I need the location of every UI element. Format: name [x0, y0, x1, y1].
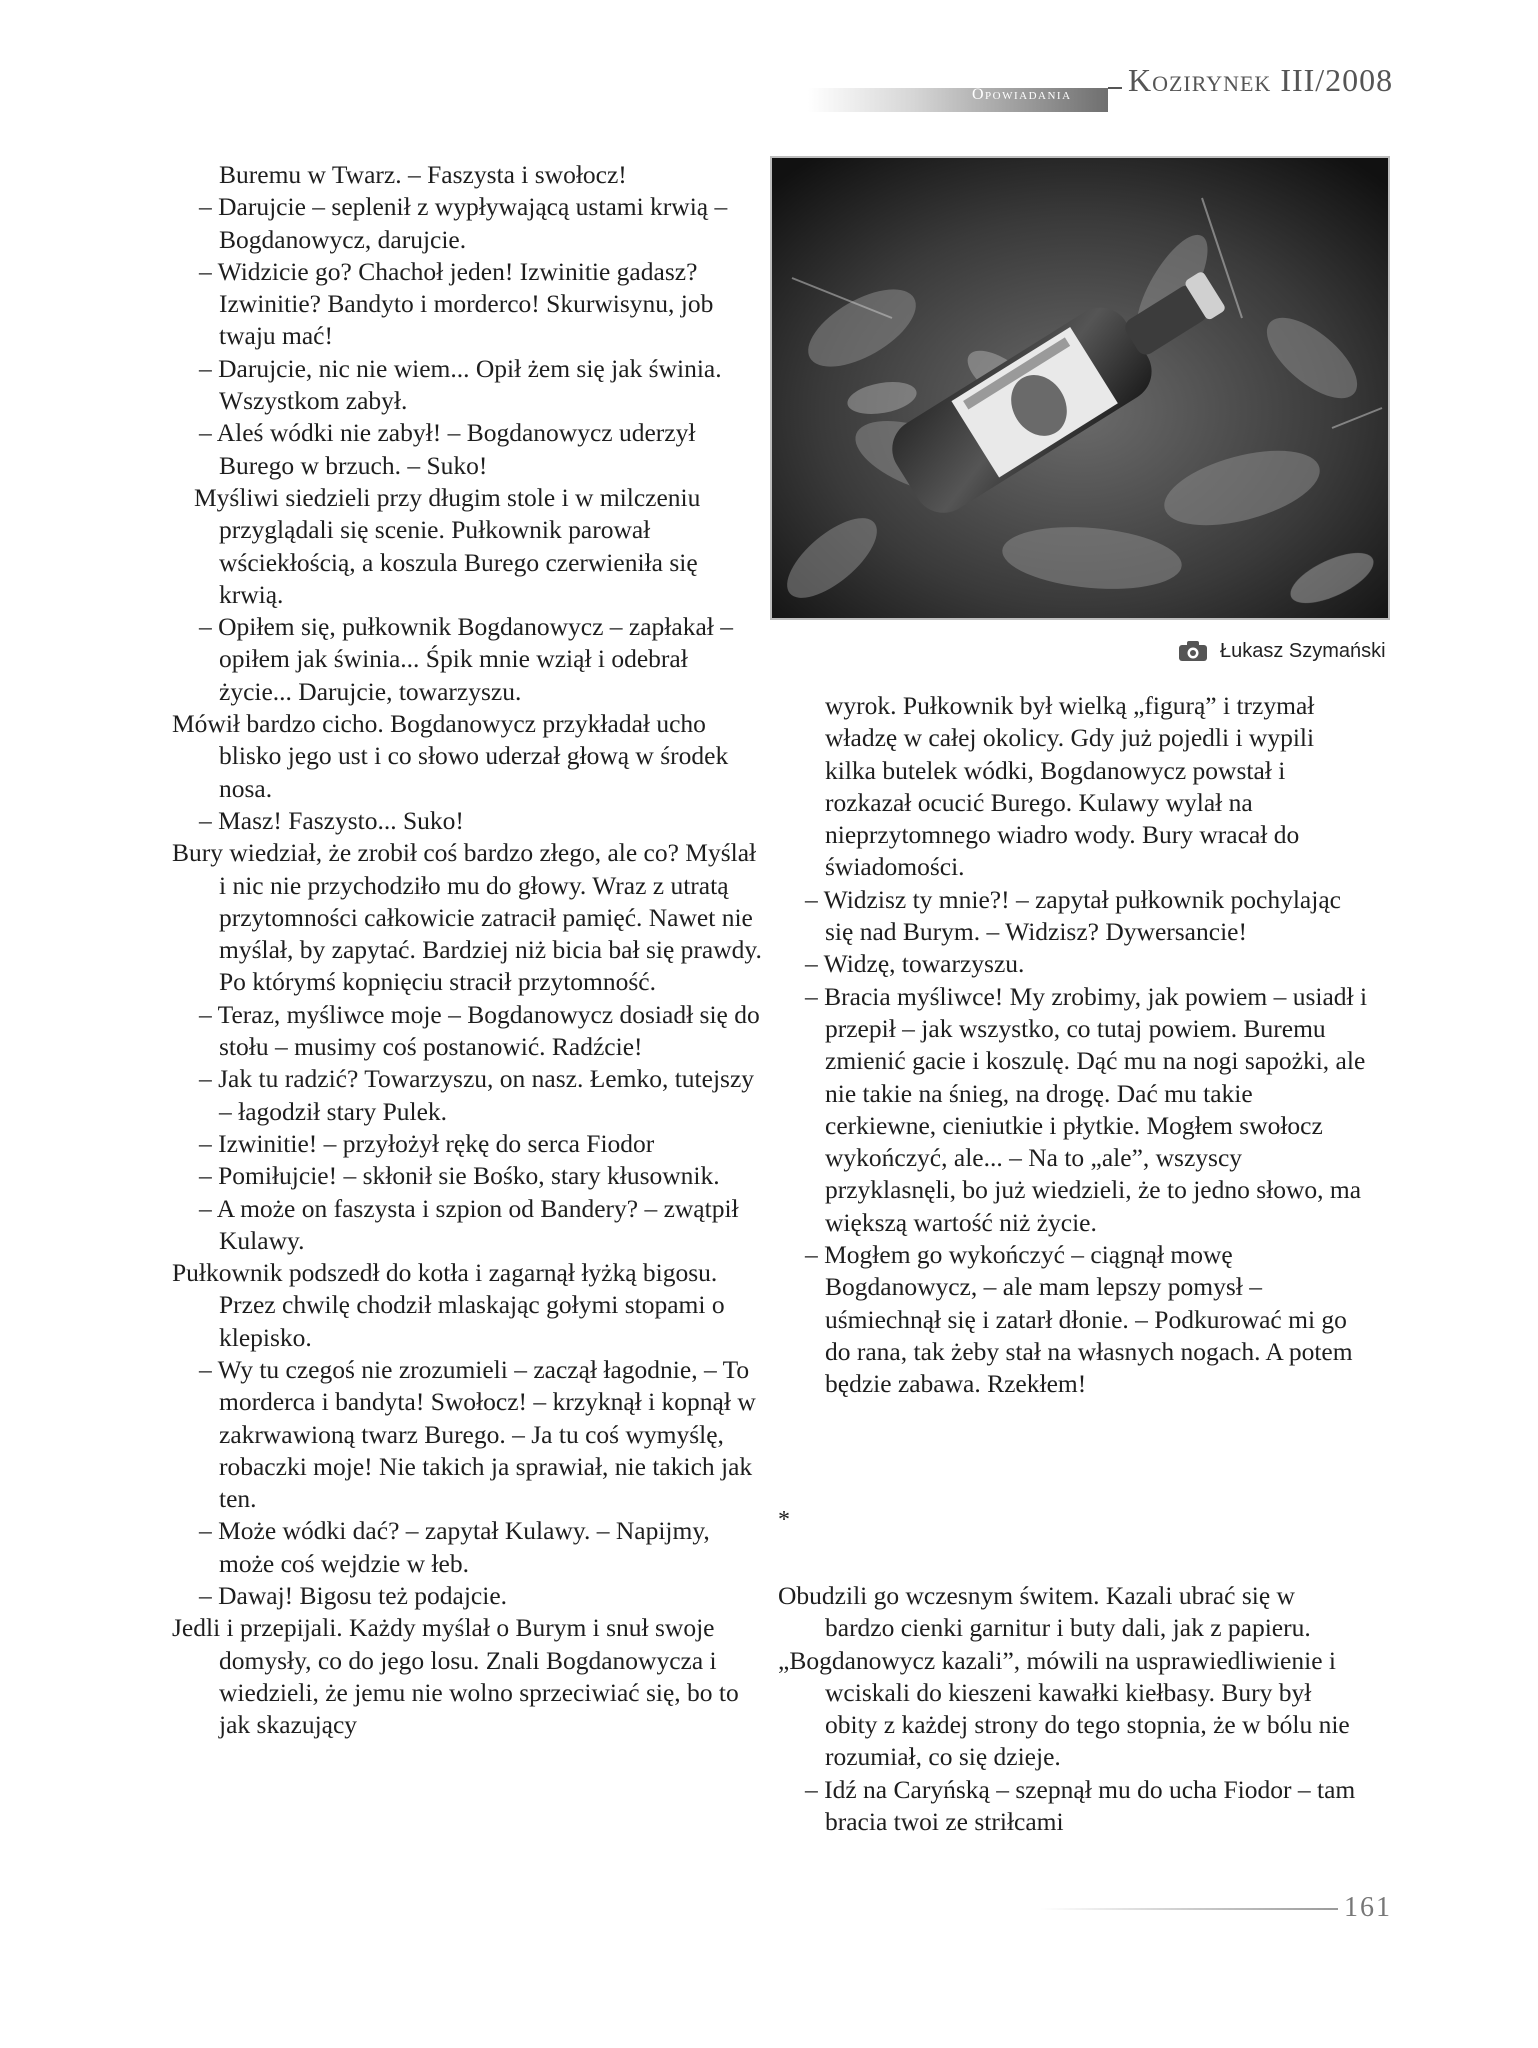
photo-credit-name: Łukasz Szymański: [1220, 639, 1386, 662]
paragraph: – Bracia myśliwce! My zrobimy, jak powiem – usiadł i przepił – jak wszystko, co tutaj powiem. Buremu zmienić gacie i koszulę. Dąć mu na nogi sapożki, ale nie takie na śnieg, na drogę. Dać mu takie cerkiewne, cieniutkie i płytkie. Mogłem swołocz wykończyć, ale... – Na to „ale”, wszyscy przyklasnęli, bo już wiedzieli, że to jedno słowo, ma większą wartość niż życie.: [805, 981, 1368, 1237]
paragraph: wyrok. Pułkownik był wielką „figurą” i trzymał władzę w całej okolicy. Gdy już pojedli i wypili kilka butelek wódki, Bogdanowycz powstał i rozkazał ocucić Burego. Kulawy wylał na nieprzytomnego wiadro wody. Bury wracał do świadomości.: [825, 691, 1315, 882]
paragraph: Bury wiedział, że zrobił coś bardzo złego, ale co? Myślał i nic nie przychodziło mu do głowy. Wraz z utratą przytomności całkowicie zatracił pamięć. Nawet nie myślał, by zapytać. Bardziej niż bicia bał się prawdy. Po którymś kopnięciu stracił przytomność.: [172, 838, 762, 997]
footer-line: [1040, 1908, 1338, 1910]
page-number: 161: [1344, 1892, 1392, 1923]
right-text-column-bottom: [778, 1580, 1368, 1838]
photo-credit: [1178, 638, 1386, 664]
section-label: Opowiadania: [972, 86, 1072, 103]
paragraph: – Jak tu radzić? Towarzyszu, on nasz. Łemko, tutejszy – łagodził stary Pulek.: [199, 1064, 755, 1126]
paragraph: – A może on faszysta i szpion od Bandery? – zwątpił Kulawy.: [199, 1193, 739, 1255]
paragraph: – Idź na Caryńską – szepnął mu do ucha Fiodor – tam bracia twoi ze striłcami: [805, 1774, 1356, 1837]
paragraph: – Aleś wódki nie zabył! – Bogdanowycz uderzył Burego w brzuch. – Suko!: [199, 418, 696, 480]
paragraph: Myśliwi siedzieli przy długim stole i w milczeniu przyglądali się scenie. Pułkownik parował wściekłością, a koszula Burego czerwieniła się krwią.: [194, 482, 701, 609]
paragraph: – Teraz, myśliwce moje – Bogdanowycz dosiadł się do stołu – musimy coś postanowić. Radźcie!: [199, 999, 760, 1062]
right-text-column-top: [778, 690, 1368, 1401]
paragraph: Obudzili go wczesnym świtem. Kazali ubrać się w bardzo cienki garnitur i buty dali, jak z papieru.: [778, 1581, 1311, 1643]
paragraph: – Może wódki dać? – zapytał Kulawy. – Napijmy, może coś wejdzie w łeb.: [199, 1516, 710, 1578]
left-text-column: [172, 159, 762, 1742]
bottle-photo-image: [772, 158, 1388, 618]
paragraph: „Bogdanowycz kazali”, mówili na usprawiedliwienie i wciskali do kieszeni kawałki kiełbasy. Bury był obity z każdej strony do tego stopnia, że w bólu nie rozumiał, co się dzieje.: [778, 1645, 1350, 1772]
paragraph: – Darujcie, nic nie wiem... Opił żem się jak świnia. Wszystkom zabył.: [199, 353, 722, 416]
paragraph: Jedli i przepijali. Każdy myślał o Burym i snuł swoje domysły, co do jego losu. Znali Bogdanowycza i wiedzieli, że jemu nie wolno sprzeciwiać się, bo to jak skazujący: [172, 1613, 739, 1740]
paragraph: – Wy tu czegoś nie zrozumieli – zaczął łagodnie, – To morderca i bandyta! Swołocz! – krzyknął i kopnął w zakrwawioną twarz Burego. – Ja tu coś wymyślę, robaczki moje! Nie takich ja sprawiał, nie takich jak ten.: [199, 1354, 756, 1514]
section-separator: *: [778, 1507, 790, 1533]
header-divider: [1108, 87, 1122, 89]
paragraph: – Darujcie – seplenił z wypływającą ustami krwią – Bogdanowycz, darujcie.: [199, 192, 728, 254]
paragraph: – Mogłem go wykończyć – ciągnął mowę Bogdanowycz, – ale mam lepszy pomysł – uśmiechnął się i zatarł dłonie. – Podkurować mi go do rana, tak żeby stał na własnych nogach. A potem będzie zabawa. Rzekłem!: [805, 1240, 1353, 1399]
magazine-title: Kozirynek III/2008: [1128, 62, 1394, 98]
camera-icon: [1178, 640, 1208, 662]
paragraph: Buremu w Twarz. – Faszysta i swołocz!: [219, 160, 627, 189]
paragraph: – Pomiłujcie! – skłonił sie Bośko, stary kłusownik.: [199, 1161, 720, 1191]
paragraph: Pułkownik podszedł do kotła i zagarnął łyżką bigosu. Przez chwilę chodził mlaskając gołymi stopami o klepisko.: [172, 1258, 725, 1352]
paragraph: – Dawaj! Bigosu też podajcie.: [199, 1581, 508, 1611]
paragraph: Mówił bardzo cicho. Bogdanowycz przykładał ucho blisko jego ust i co słowo uderzał głową w środek nosa.: [172, 709, 729, 803]
paragraph: – Izwinitie! – przyłożył rękę do serca Fiodor: [199, 1128, 655, 1158]
paragraph: – Widzisz ty mnie?! – zapytał pułkownik pochylając się nad Burym. – Widzisz? Dywersancie!: [805, 884, 1341, 947]
paragraph: – Opiłem się, pułkownik Bogdanowycz – zapłakał – opiłem jak świnia... Śpik mnie wziął i odebrał życie... Darujcie, towarzyszu.: [199, 612, 733, 706]
paragraph: – Masz! Faszysto... Suko!: [199, 805, 464, 835]
paragraph: – Widzę, towarzyszu.: [805, 949, 1025, 979]
paragraph: – Widzicie go? Chachoł jeden! Izwinitie gadasz? Izwinitie? Bandyto i morderco! Skurwisynu, job twaju mać!: [199, 256, 714, 351]
bottle-photo: [770, 156, 1390, 620]
